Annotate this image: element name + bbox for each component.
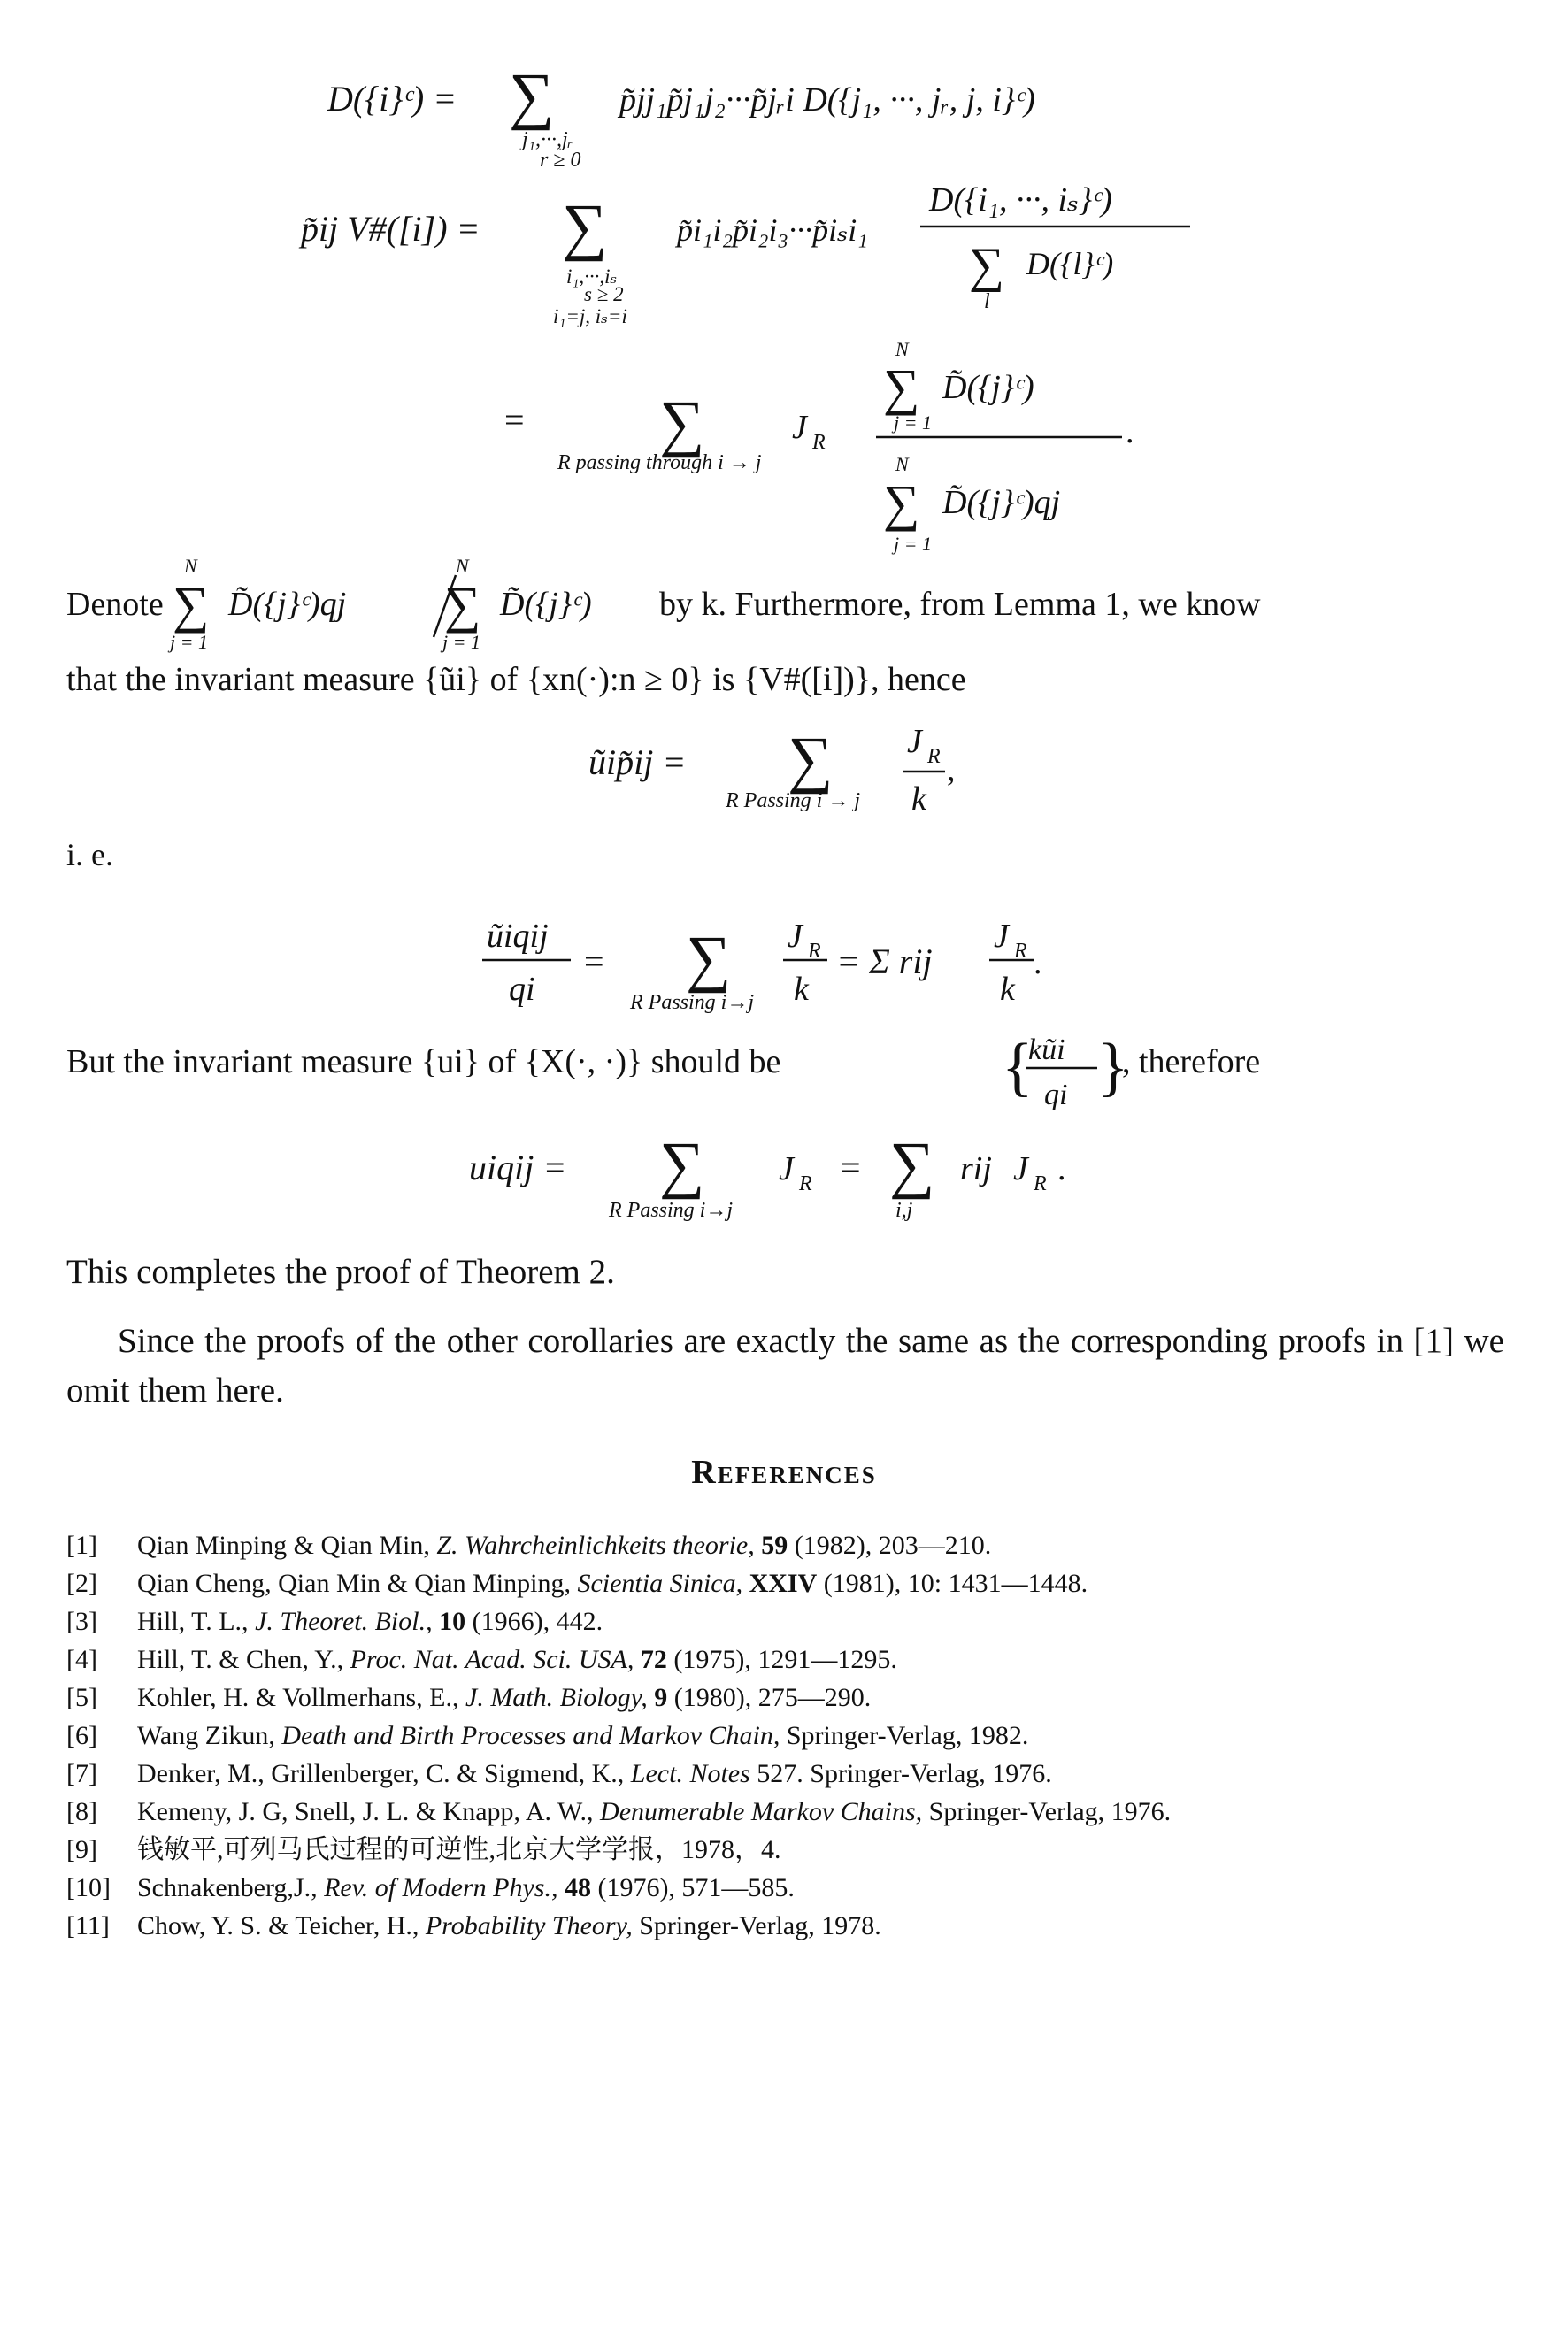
ie-line: i. e.: [66, 837, 113, 872]
denote-a-sum: ∑: [173, 576, 210, 634]
reference-text: Qian Cheng, Qian Min & Qian Minping, Scientia Sinica, XXIV (1981), 10: 1431—1448.: [137, 1569, 1088, 1598]
eq5-eq1: =: [584, 941, 604, 981]
reference-number: [10]: [66, 1873, 111, 1902]
denote-word: Denote: [66, 586, 164, 623]
eq3-num-lower: j = 1: [894, 411, 932, 434]
since-paragraph: Since the proofs of the other corollaries are exactly the same as the corresponding proofs in [1] we omit them here.: [66, 1322, 1504, 1410]
reference-text: 钱敏平,可列马氏过程的可逆性,北京大学学报，1978，4.: [137, 1835, 781, 1864]
reference-text: Hill, T. L., J. Theoret. Biol., 10 (1966), 442.: [137, 1607, 603, 1636]
eq6-sum2: ∑: [889, 1129, 935, 1200]
reference-item: [66, 1717, 1518, 1755]
reference-number: [8]: [66, 1797, 97, 1826]
reference-text: Wang Zikun, Death and Birth Processes and Markov Chain, Springer-Verlag, 1982.: [137, 1721, 1029, 1750]
reference-text: Chow, Y. S. & Teicher, H., Probability Theory, Springer-Verlag, 1978.: [137, 1911, 881, 1940]
eq3-jr: J: [792, 409, 807, 446]
reference-item: [66, 1679, 1518, 1717]
eq6-end: .: [1057, 1150, 1066, 1187]
reference-item: [66, 1640, 1518, 1679]
equation-1: [327, 60, 1035, 172]
eq1-sum: ∑: [509, 60, 555, 131]
eq3-jr-sub: R: [812, 431, 826, 454]
eq6-sum: ∑: [659, 1129, 705, 1200]
eq5-mid: = Σ rij: [836, 941, 933, 981]
eq6-lhs: uiqij =: [469, 1148, 567, 1187]
reference-text: Kemeny, J. G, Snell, J. L. & Knapp, A. W., Denumerable Markov Chains, Springer-Verlag, 1976.: [137, 1797, 1172, 1826]
eq3-equals: =: [504, 400, 525, 440]
eq6-rij: rij: [960, 1150, 992, 1187]
reference-item: [66, 1755, 1518, 1793]
eq3-numerator: D̃({j}ᶜ): [942, 369, 1034, 406]
eq5-k2: k: [1000, 971, 1015, 1008]
denote-a-lower: j = 1: [170, 631, 208, 653]
reference-number: [4]: [66, 1645, 97, 1674]
eq4-end: ,: [947, 751, 956, 788]
reference-number: [6]: [66, 1721, 97, 1750]
eq5-j2-sub: R: [1014, 940, 1027, 963]
eq2-den-sum: ∑: [969, 238, 1004, 293]
eq3-end: .: [1126, 413, 1134, 450]
reference-item: [66, 1526, 1518, 1564]
but-line: [66, 1031, 1260, 1111]
invariant-line: that the invariant measure {ũi} of {xn(·):n ≥ 0} is {V#([i])}, hence: [66, 661, 966, 698]
reference-number: [2]: [66, 1569, 97, 1598]
eq6-j1-sub: R: [799, 1172, 812, 1195]
denote-b: D̃({j}ᶜ): [500, 586, 592, 623]
eq2-sub-bounds: i₁=j, iₛ=i: [553, 305, 627, 327]
eq3-den-sum: ∑: [883, 474, 920, 532]
denote-rest: by k. Furthermore, from Lemma 1, we know: [659, 586, 1261, 623]
eq6-sub: R Passing i→j: [609, 1199, 734, 1222]
eq5-j1-sub: R: [808, 940, 821, 963]
reference-item: [66, 1793, 1518, 1831]
eq2-denominator: D({l}ᶜ): [1026, 246, 1114, 281]
but-frac-den: qi: [1044, 1079, 1068, 1111]
equation-4: [588, 723, 956, 818]
reference-item: [66, 1907, 1518, 1945]
eq2-sum: ∑: [562, 191, 608, 262]
eq1-lhs: D({i}ᶜ) =: [327, 79, 457, 119]
eq4-num: J: [907, 723, 922, 760]
denote-b-upper: N: [456, 555, 469, 577]
but-brace-left: {: [1002, 1031, 1034, 1103]
reference-number: [1]: [66, 1531, 97, 1560]
reference-item: [66, 1564, 1518, 1602]
denote-a-upper: N: [184, 555, 197, 577]
equation-6: [469, 1129, 1066, 1222]
reference-item: [66, 1831, 1518, 1869]
eq2-sub-indices: i₁,···,iₛ: [566, 265, 618, 288]
eq2-terms: p̃i₁i₂p̃i₂i₃···p̃iₛi₁: [677, 212, 868, 248]
eq4-den: k: [911, 780, 926, 818]
reference-number: [3]: [66, 1607, 97, 1636]
reference-item: [66, 1602, 1518, 1640]
eq6-mid: =: [841, 1148, 861, 1187]
equation-3: [504, 338, 1134, 555]
eq3-den-upper: N: [895, 453, 909, 475]
but-brace-right: }: [1097, 1031, 1129, 1103]
but-text: But the invariant measure {ui} of {X(·, ·)} should be: [66, 1043, 781, 1080]
references-heading: References: [691, 1454, 877, 1491]
eq4-lhs: ũip̃ij =: [588, 742, 687, 782]
reference-number: [9]: [66, 1835, 97, 1864]
eq6-j2: J: [1013, 1150, 1028, 1187]
reference-text: Denker, M., Grillenberger, C. & Sigmend, K., Lect. Notes 527. Springer-Verlag, 1976.: [137, 1759, 1052, 1788]
eq6-j2-sub: R: [1034, 1172, 1047, 1195]
eq4-sub: R Passing i → j: [726, 789, 861, 812]
eq3-num-sum: ∑: [883, 358, 920, 416]
denote-line: [66, 555, 1261, 653]
references-list: [66, 1526, 1518, 1945]
eq4-sum: ∑: [788, 724, 834, 795]
eq2-sub-range: s ≥ 2: [584, 283, 624, 305]
eq5-j2: J: [994, 918, 1009, 955]
reference-text: Schnakenberg,J., Rev. of Modern Phys., 48 (1976), 571—585.: [137, 1873, 795, 1902]
denote-b-lower: j = 1: [442, 631, 480, 653]
eq6-j1: J: [779, 1150, 794, 1187]
equations-svg: [0, 35, 1568, 1292]
reference-text: Qian Minping & Qian Min, Z. Wahrcheinlichkeits theorie, 59 (1982), 203—210.: [137, 1531, 992, 1560]
equation-2: [298, 181, 1190, 327]
reference-number: [11]: [66, 1911, 110, 1940]
eq5-j1: J: [788, 918, 803, 955]
but-frac-num: kũi: [1028, 1033, 1065, 1066]
eq5-num: ũiqij: [487, 918, 549, 955]
eq1-sub-indices: j₁,···,jᵣ: [522, 128, 573, 151]
eq1-sub-range: r ≥ 0: [540, 149, 581, 172]
completes-paragraph: This completes the proof of Theorem 2.: [66, 1253, 615, 1291]
eq5-k1: k: [794, 971, 809, 1008]
reference-text: Kohler, H. & Vollmerhans, E., J. Math. Biology, 9 (1980), 275—290.: [137, 1683, 872, 1712]
eq3-den-lower: j = 1: [894, 533, 932, 555]
reference-text: Hill, T. & Chen, Y., Proc. Nat. Acad. Sci. USA, 72 (1975), 1291—1295.: [137, 1645, 897, 1674]
eq1-terms: p̃jj₁p̃j₁j₂···p̃jᵣi D({j₁, ···, jᵣ, j, i}ᶜ): [619, 81, 1035, 119]
eq5-sub: R Passing i→j: [630, 991, 755, 1014]
denote-a: D̃({j}ᶜ)qj: [228, 586, 347, 623]
reference-item: [66, 1869, 1518, 1907]
equation-block: [0, 35, 1568, 1292]
eq4-num-sub: R: [927, 745, 941, 768]
eq3-denominator: D̃({j}ᶜ)qj: [942, 484, 1061, 521]
eq3-num-upper: N: [895, 338, 909, 360]
but-end: , therefore: [1122, 1043, 1261, 1080]
denote-b-sum: ∑: [444, 576, 481, 634]
reference-number: [7]: [66, 1759, 97, 1788]
eq5-end: .: [1034, 944, 1042, 981]
eq2-lhs: p̃ij V#([i]) =: [301, 209, 480, 249]
eq2-numerator: D({i₁, ···, iₛ}ᶜ): [929, 181, 1112, 219]
eq5-sum: ∑: [686, 923, 732, 994]
eq3-sum: ∑: [659, 388, 705, 458]
equation-5: [482, 918, 1042, 1014]
reference-number: [5]: [66, 1683, 97, 1712]
eq2-den-sub: l: [984, 290, 990, 313]
eq5-den: qi: [509, 971, 535, 1008]
eq3-sub: R passing through i → j: [557, 451, 762, 474]
eq6-sub2: i,j: [895, 1199, 913, 1222]
